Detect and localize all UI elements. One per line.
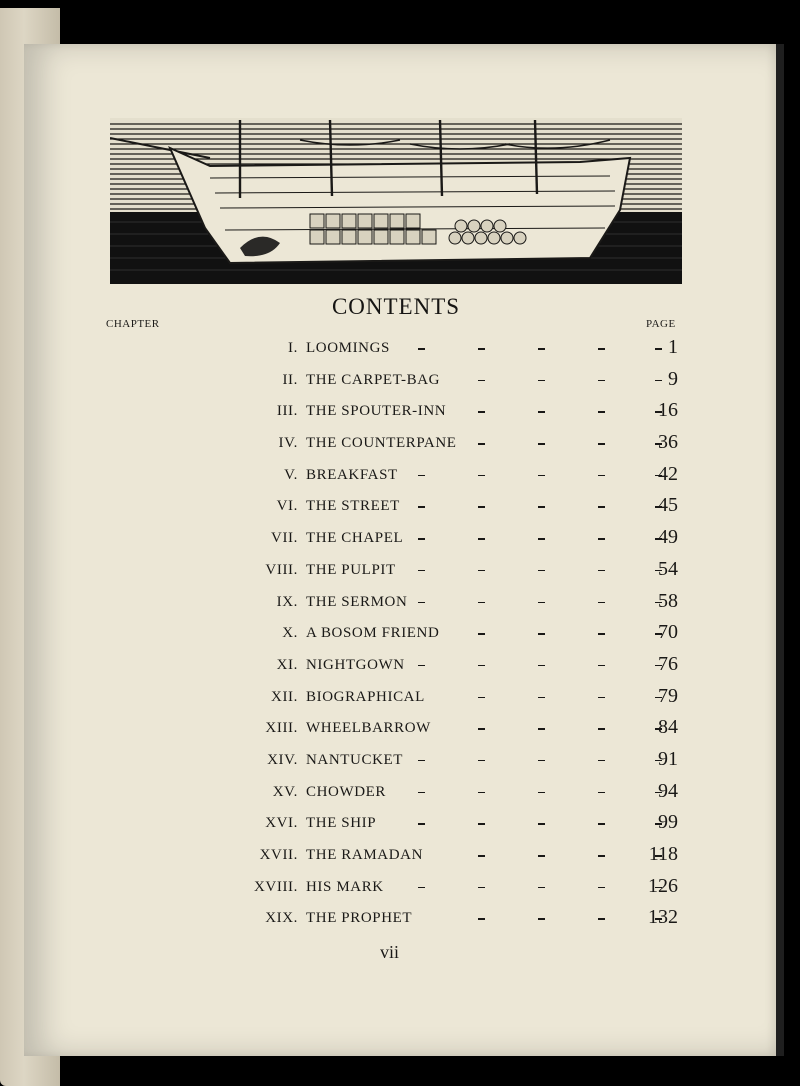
leader-dash xyxy=(478,855,485,857)
leader-dash xyxy=(598,855,605,857)
dot-leader xyxy=(306,594,636,612)
page-number: 91 xyxy=(658,747,678,770)
dot-leader xyxy=(306,498,636,516)
contents-list xyxy=(100,336,684,938)
leader-dash xyxy=(598,570,605,572)
chapter-number: XV. xyxy=(272,783,298,800)
contents-entry xyxy=(100,653,684,685)
chapter-title: BIOGRAPHICAL xyxy=(306,688,425,705)
chapter-number: VII. xyxy=(271,530,298,547)
contents-entry xyxy=(100,906,684,938)
leader-dash xyxy=(538,918,545,920)
chapter-number: XII. xyxy=(271,688,298,705)
page-number: 79 xyxy=(658,684,678,707)
dot-leader xyxy=(306,530,636,548)
contents-entry xyxy=(100,431,684,463)
dot-leader xyxy=(306,689,636,707)
leader-dash xyxy=(478,443,485,445)
chapter-number: II. xyxy=(282,371,298,388)
leader-dash xyxy=(538,570,545,572)
chapter-title: NANTUCKET xyxy=(306,751,404,768)
chapter-title: HIS MARK xyxy=(306,878,384,895)
chapter-number: XVIII. xyxy=(253,878,298,895)
leader-dash xyxy=(478,348,485,350)
chapter-number: VI. xyxy=(276,498,298,515)
dot-leader xyxy=(306,657,636,675)
contents-entry xyxy=(100,843,684,875)
chapter-number: XIV. xyxy=(267,751,298,768)
leader-dash xyxy=(598,443,605,445)
dot-leader xyxy=(306,435,636,453)
leader-dash xyxy=(598,411,605,413)
leader-dash xyxy=(655,380,662,382)
page-number: 118 xyxy=(648,843,678,865)
dot-leader xyxy=(306,562,636,580)
page-number: 16 xyxy=(658,399,678,422)
leader-dash xyxy=(538,602,545,604)
dot-leader xyxy=(306,372,636,390)
leader-dash xyxy=(538,697,545,699)
leader-dash xyxy=(478,887,485,889)
page-folio: vii xyxy=(380,942,400,962)
leader-dash xyxy=(598,475,605,477)
leader-dash xyxy=(478,506,485,508)
dot-leader xyxy=(306,467,636,485)
chapter-title: THE PULPIT xyxy=(306,561,396,578)
chapter-title: THE SERMON xyxy=(306,593,408,610)
leader-dash xyxy=(598,760,605,762)
leader-dash xyxy=(418,665,425,667)
leader-dash xyxy=(538,823,545,825)
leader-dash xyxy=(598,602,605,604)
page-number: 54 xyxy=(658,557,678,580)
leader-dash xyxy=(478,602,485,604)
leader-dash xyxy=(538,665,545,667)
leader-dash xyxy=(478,697,485,699)
page-number: 1 xyxy=(668,336,678,358)
page-number: 126 xyxy=(648,874,678,897)
leader-dash xyxy=(418,475,425,477)
contents-entry xyxy=(100,590,684,622)
leader-dash xyxy=(538,855,545,857)
page-number: 58 xyxy=(658,589,678,612)
leader-dash xyxy=(598,697,605,699)
chapter-title: THE CARPET-BAG xyxy=(306,371,441,388)
leader-dash xyxy=(598,506,605,508)
leader-dash xyxy=(418,570,425,572)
chapter-title: LOOMINGS xyxy=(306,340,390,356)
dot-leader xyxy=(306,340,636,358)
page-number: 45 xyxy=(658,494,678,517)
dot-leader xyxy=(306,879,636,897)
page-number: 84 xyxy=(658,716,678,739)
chapter-number: VIII. xyxy=(265,561,298,578)
chapter-title: THE CHAPEL xyxy=(306,530,404,547)
page-number: 94 xyxy=(658,779,678,802)
leader-dash xyxy=(598,538,605,540)
leader-dash xyxy=(478,475,485,477)
leader-dash xyxy=(478,792,485,794)
leader-dash xyxy=(538,887,545,889)
contents-entry xyxy=(100,336,684,368)
leader-dash xyxy=(655,348,662,350)
contents-entry xyxy=(100,526,684,558)
leader-dash xyxy=(598,728,605,730)
dot-leader xyxy=(306,815,636,833)
contents-entry xyxy=(100,368,684,400)
contents-entry xyxy=(100,875,684,907)
chapter-number: IX. xyxy=(276,593,298,610)
contents-entry xyxy=(100,811,684,843)
dot-leader xyxy=(306,784,636,802)
leader-dash xyxy=(538,380,545,382)
page-title: CONTENTS xyxy=(331,294,461,319)
leader-dash xyxy=(418,823,425,825)
chapter-title: THE SHIP xyxy=(306,815,377,832)
contents-entry xyxy=(100,716,684,748)
leader-dash xyxy=(478,538,485,540)
leader-dash xyxy=(538,792,545,794)
chapter-number: XVI. xyxy=(265,815,298,832)
chapter-title: THE RAMADAN xyxy=(306,847,424,863)
leader-dash xyxy=(478,728,485,730)
page-stack-edge xyxy=(776,44,784,1056)
chapter-title: A BOSOM FRIEND xyxy=(306,625,440,642)
leader-dash xyxy=(538,633,545,635)
dot-leader xyxy=(306,752,636,770)
leader-dash xyxy=(418,887,425,889)
contents-entry xyxy=(100,685,684,717)
page-number: 132 xyxy=(648,906,678,929)
leader-dash xyxy=(418,792,425,794)
chapter-title: WHEELBARROW xyxy=(306,720,431,737)
leader-dash xyxy=(538,443,545,445)
dot-leader xyxy=(306,625,636,643)
ship-cross-section-illustration xyxy=(110,118,682,284)
leader-dash xyxy=(478,411,485,413)
page-number: 42 xyxy=(658,462,678,485)
contents-entry xyxy=(100,494,684,526)
leader-dash xyxy=(478,823,485,825)
chapter-number: XIII. xyxy=(265,720,298,737)
chapter-title: BREAKFAST xyxy=(306,466,398,483)
chapter-column-header: CHAPTER xyxy=(106,318,160,330)
chapter-number: X. xyxy=(282,625,298,642)
leader-dash xyxy=(538,538,545,540)
leader-dash xyxy=(538,760,545,762)
leader-dash xyxy=(598,823,605,825)
chapter-number: XIX. xyxy=(265,910,298,927)
chapter-number: XI. xyxy=(276,656,298,673)
chapter-title: CHOWDER xyxy=(306,783,387,800)
chapter-number: XVII. xyxy=(259,847,298,863)
page-number: 70 xyxy=(658,621,678,644)
contents-entry xyxy=(100,621,684,653)
page-column-header: PAGE xyxy=(646,318,676,330)
leader-dash xyxy=(478,380,485,382)
dot-leader xyxy=(306,403,636,421)
leader-dash xyxy=(598,380,605,382)
leader-dash xyxy=(538,348,545,350)
leader-dash xyxy=(598,887,605,889)
page-number: 36 xyxy=(658,431,678,454)
leader-dash xyxy=(478,918,485,920)
leader-dash xyxy=(418,538,425,540)
leader-dash xyxy=(538,475,545,477)
leader-dash xyxy=(478,570,485,572)
leader-dash xyxy=(418,760,425,762)
leader-dash xyxy=(598,665,605,667)
page-number: 99 xyxy=(658,811,678,834)
leader-dash xyxy=(538,728,545,730)
chapter-title: THE SPOUTER-INN xyxy=(306,403,447,420)
page-number: 49 xyxy=(658,526,678,549)
contents-entry xyxy=(100,463,684,495)
chapter-title: THE STREET xyxy=(306,498,400,515)
leader-dash xyxy=(538,506,545,508)
chapter-title: NIGHTGOWN xyxy=(306,656,405,673)
contents-entry xyxy=(100,780,684,812)
chapter-title: THE COUNTERPANE xyxy=(306,435,457,452)
leader-dash xyxy=(478,633,485,635)
leader-dash xyxy=(418,348,425,350)
leader-dash xyxy=(598,348,605,350)
chapter-number: V. xyxy=(284,466,298,483)
contents-entry xyxy=(100,399,684,431)
leader-dash xyxy=(538,411,545,413)
contents-entry xyxy=(100,558,684,590)
page-number: 76 xyxy=(658,652,678,675)
chapter-title: THE PROPHET xyxy=(306,910,413,927)
leader-dash xyxy=(598,633,605,635)
leader-dash xyxy=(598,792,605,794)
chapter-number: I. xyxy=(288,340,298,356)
chapter-number: IV. xyxy=(278,435,298,452)
dot-leader xyxy=(306,720,636,738)
contents-entry xyxy=(100,748,684,780)
chapter-number: III. xyxy=(276,403,298,420)
leader-dash xyxy=(418,506,425,508)
leader-dash xyxy=(418,602,425,604)
leader-dash xyxy=(598,918,605,920)
page-number: 9 xyxy=(668,367,678,390)
dot-leader xyxy=(306,910,636,928)
leader-dash xyxy=(478,665,485,667)
leader-dash xyxy=(478,760,485,762)
dot-leader xyxy=(306,847,636,865)
